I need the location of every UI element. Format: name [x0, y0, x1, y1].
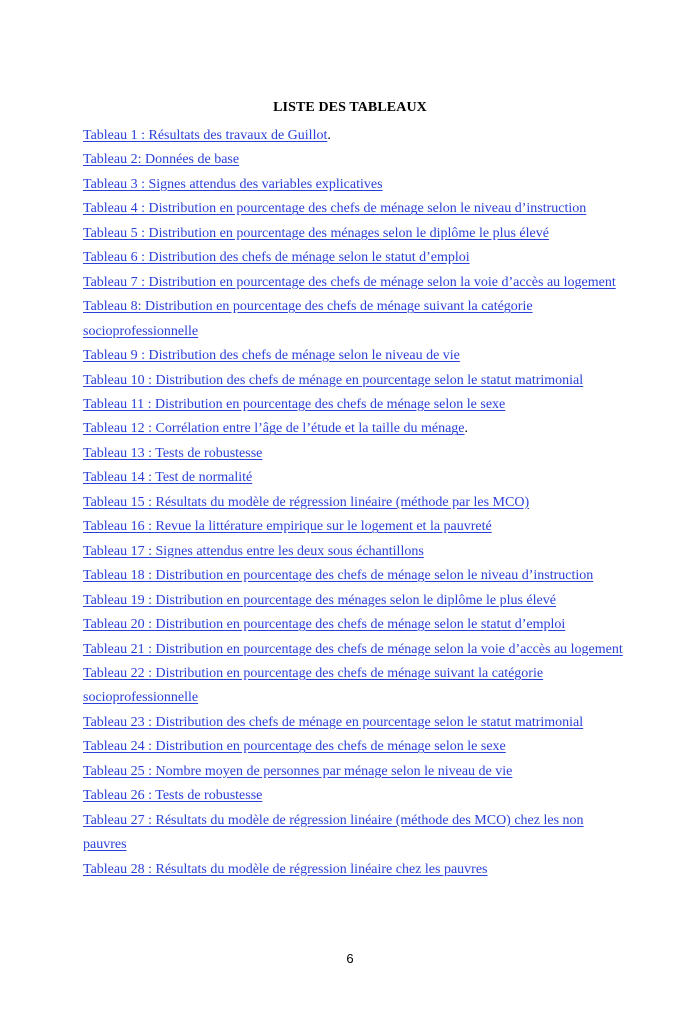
toc-link[interactable]: Tableau 24 : Distribution en pourcentage des chefs de ménage selon le sexe	[83, 739, 506, 755]
toc-link[interactable]: Tableau 25 : Nombre moyen de personnes par ménage selon le niveau de vie	[83, 763, 513, 779]
toc-entry	[83, 393, 623, 417]
toc-link[interactable]: Tableau 12 : Corrélation entre l’âge de l’étude et la taille du ménage	[83, 421, 465, 437]
toc-entry	[83, 369, 623, 393]
toc-link[interactable]: Tableau 27 : Résultats du modèle de régression linéaire (méthode des MCO) chez les non pauvres	[83, 812, 584, 853]
toc-link[interactable]: Tableau 1 : Résultats des travaux de Guillot	[83, 128, 328, 143]
toc-link[interactable]: Tableau 5 : Distribution en pourcentage des ménages selon le diplôme le plus élevé	[83, 225, 549, 241]
toc-entry	[83, 564, 623, 588]
toc-link[interactable]: Tableau 26 : Tests de robustesse	[83, 788, 263, 804]
toc-link[interactable]: Tableau 18 : Distribution en pourcentage des chefs de ménage selon le niveau d’instruction	[83, 568, 594, 584]
toc-entry	[83, 638, 623, 662]
toc-entry	[83, 173, 623, 197]
toc-link[interactable]: Tableau 13 : Tests de robustesse	[83, 445, 263, 461]
toc-entry	[83, 784, 623, 808]
toc-link[interactable]: Tableau 21 : Distribution en pourcentage des chefs de ménage selon la voie d’accès au logement	[83, 641, 623, 657]
toc-entry	[83, 417, 623, 441]
toc-link[interactable]: Tableau 19 : Distribution en pourcentage des ménages selon le diplôme le plus élevé	[83, 592, 556, 608]
toc-link[interactable]: Tableau 2: Données de base	[83, 152, 240, 168]
table-of-tables	[83, 124, 623, 882]
toc-entry	[83, 466, 623, 490]
page-number: 6	[346, 951, 354, 966]
list-of-tables-heading: LISTE DES TABLEAUX	[273, 100, 427, 115]
toc-entry	[83, 589, 623, 613]
toc-link[interactable]: Tableau 4 : Distribution en pourcentage des chefs de ménage selon le niveau d’instruction	[83, 201, 587, 217]
toc-entry	[83, 515, 623, 539]
toc-entry	[83, 148, 623, 172]
toc-entry	[83, 540, 623, 564]
toc-link[interactable]: Tableau 14 : Test de normalité	[83, 470, 253, 486]
toc-entry	[83, 858, 623, 882]
toc-link[interactable]: Tableau 6 : Distribution des chefs de ménage selon le statut d’emploi	[83, 250, 470, 266]
toc-entry	[83, 246, 623, 270]
toc-link[interactable]: Tableau 7 : Distribution en pourcentage des chefs de ménage selon la voie d’accès au logement	[83, 274, 616, 290]
toc-entry	[83, 809, 623, 858]
toc-trailing-punct: .	[327, 128, 331, 143]
toc-entry	[83, 613, 623, 637]
toc-link[interactable]: Tableau 11 : Distribution en pourcentage des chefs de ménage selon le sexe	[83, 396, 506, 412]
toc-entry	[83, 760, 623, 784]
toc-entry	[83, 491, 623, 515]
toc-entry	[83, 735, 623, 759]
toc-entry	[83, 344, 623, 368]
toc-link[interactable]: Tableau 20 : Distribution en pourcentage des chefs de ménage selon le statut d’emploi	[83, 617, 566, 633]
toc-link[interactable]: Tableau 10 : Distribution des chefs de ménage en pourcentage selon le statut matrimonial	[83, 372, 584, 388]
toc-link[interactable]: Tableau 22 : Distribution en pourcentage des chefs de ménage suivant la catégorie socioprofessionnelle	[83, 665, 544, 706]
toc-link[interactable]: Tableau 16 : Revue la littérature empirique sur le logement et la pauvreté	[83, 519, 492, 535]
toc-link[interactable]: Tableau 8: Distribution en pourcentage des chefs de ménage suivant la catégorie socioprofessionnelle	[83, 299, 533, 339]
toc-entry	[83, 662, 623, 711]
toc-entry	[83, 271, 623, 295]
toc-link[interactable]: Tableau 17 : Signes attendus entre les deux sous échantillons	[83, 543, 424, 559]
toc-link[interactable]: Tableau 15 : Résultats du modèle de régression linéaire (méthode par les MCO)	[83, 494, 530, 510]
toc-link[interactable]: Tableau 23 : Distribution des chefs de ménage en pourcentage selon le statut matrimonial	[83, 714, 584, 730]
toc-link[interactable]: Tableau 28 : Résultats du modèle de régression linéaire chez les pauvres	[83, 861, 488, 877]
toc-entry	[83, 711, 623, 735]
toc-entry	[83, 295, 623, 344]
toc-link[interactable]: Tableau 9 : Distribution des chefs de ménage selon le niveau de vie	[83, 348, 460, 364]
toc-entry	[83, 124, 623, 148]
toc-entry	[83, 222, 623, 246]
toc-entry	[83, 197, 623, 221]
toc-entry	[83, 442, 623, 466]
toc-trailing-punct: .	[464, 421, 469, 437]
toc-link[interactable]: Tableau 3 : Signes attendus des variables explicatives	[83, 176, 383, 192]
